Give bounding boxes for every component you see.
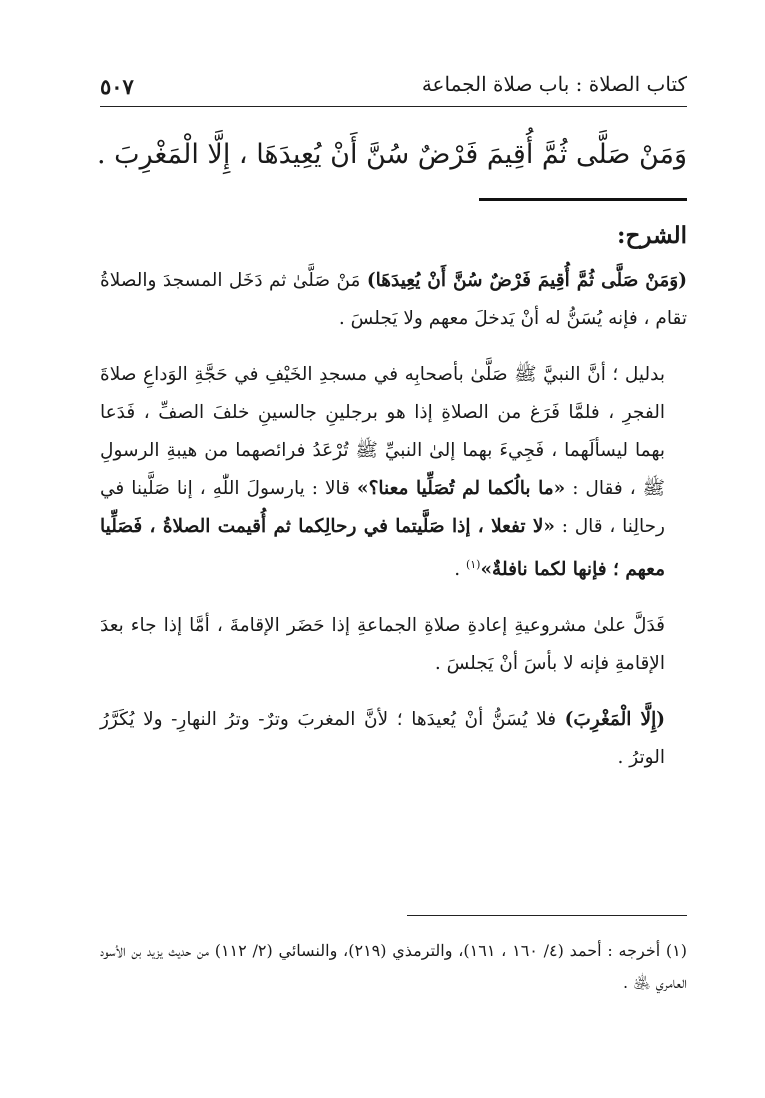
commentary-body	[100, 262, 687, 795]
paragraph-text: بدليل ؛ أنَّ النبيَّ ﷺ صَلَّىٰ بأصحابِه في مسجدِ الخَيْفِ في حَجَّةِ الوَداعِ صلاةَ الفجرِ ، فلمَّا فَرَغ من الصلاةِ إذا هو برجلينِ جالسينِ خلفَ الصفِّ ، فَدَعا بهما ليسألَهما ، فَجِيءَ بهما إلىٰ النبيِّ ﷺ تُرْعَدُ فرائصهما من هيبةِ الرسولِ ﷺ ، فقال :	[100, 364, 666, 499]
running-title: كتاب الصلاة : باب صلاة الجماعة	[421, 72, 687, 96]
matn-text: وَمَنْ صَلَّى ثُمَّ أُقِيمَ فَرْضٌ سُنَّ أَنْ يُعِيدَهَا ، إِلَّا الْمَغْرِبَ .	[97, 139, 687, 170]
paragraph-1	[100, 262, 687, 338]
sharh-heading: الشرح:	[617, 222, 687, 249]
page-number: ٥٠٧	[100, 74, 134, 99]
paragraph-3	[100, 607, 687, 683]
matn-quote: (وَمَنْ صَلَّى ثُمَّ أُقِيمَ فَرْضٌ سُنَّ أَنْ يُعِيدَهَا)	[366, 270, 687, 291]
paragraph-2	[100, 356, 687, 589]
matn-quote: (إِلَّا الْمَغْرِبَ)	[564, 709, 665, 731]
hadith-quote: «ما بالُكما لم تُصَلِّيا معنا؟»	[357, 478, 566, 499]
footnote-reference[interactable]: (١)	[465, 558, 481, 571]
paragraph-text: مَنْ صَلَّىٰ ثم دَخَل المسجدَ والصلاةُ تقام ، فإنه يُسَنُّ له أنْ يَدخلَ معهم ولا يَجلسَ .	[100, 270, 687, 329]
footnote-divider	[407, 915, 687, 916]
paragraph-text: فَدَلَّ علىٰ مشروعيةِ إعادةِ صلاةِ الجماعةِ إذا حَضَر الإقامةَ ، أمَّا إذا جاء بعدَ الإقامةِ فإنه لا بأسَ أنْ يَجلسَ .	[100, 615, 665, 675]
hadith-quote: «لا تفعلا ، إذا صَلَّيتما في رحالِكما ثم أُقيمت الصلاةُ ، فَصَلِّيا معهم ؛ فإنها لكما نافلةٌ»	[100, 516, 665, 581]
paragraph-text: فلا يُسَنُّ أنْ يُعيدَها ؛ لأنَّ المغربَ وترٌ- وترُ النهارِ- ولا يُكَرَّرُ الوترُ .	[100, 709, 665, 769]
paragraph-4	[100, 701, 687, 777]
paragraph-text: .	[454, 559, 466, 581]
paragraph-text: قالا : يارسولَ اللّٰهِ ، إنا صَلَّينا في رحالِنا ، قال :	[100, 478, 665, 537]
page-header	[100, 70, 687, 107]
footnote-text: (١) أخرجه : أحمد (٤/ ١٦٠ ، ١٦١)، والترمذي (٢١٩)، والنسائي (٢/ ١١٢) من حديث يزيد بن الأسود العامري ﵁ .	[100, 941, 687, 992]
matn-divider	[479, 198, 687, 201]
footnote	[100, 935, 687, 999]
